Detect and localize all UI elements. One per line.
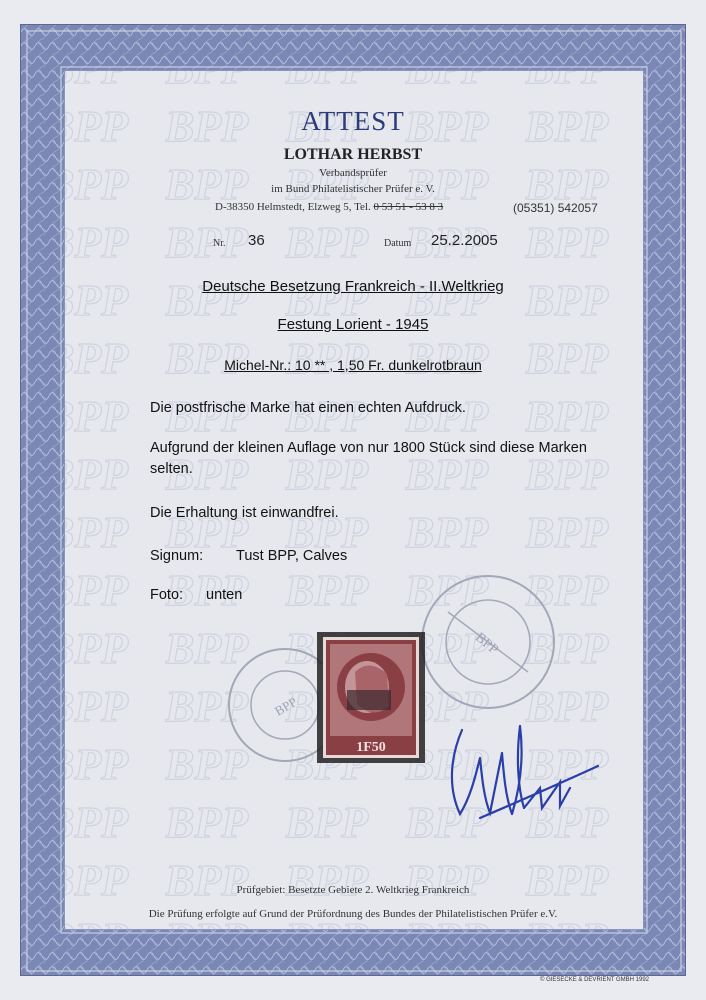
copyright-notice: © GIESECKE & DEVRIENT GMBH 1992 [540, 977, 650, 983]
svg-text:1F50: 1F50 [356, 740, 386, 755]
svg-text:BPP: BPP [271, 694, 300, 719]
paragraph-1: Die postfrische Marke hat einen echten Aufdruck. [150, 400, 466, 416]
examiner-address [215, 201, 443, 213]
old-phone-struck: 0 53 51 - 53 8 3 [373, 201, 444, 213]
svg-text:BPP: BPP [472, 630, 501, 658]
examiner-association: im Bund Philatelistischer Prüfer e. V. [271, 183, 435, 195]
signum-label: Signum: [150, 548, 204, 564]
date-label: Datum [384, 238, 412, 249]
number-value: 36 [248, 232, 265, 249]
subject-line-2: Festung Lorient - 1945 [277, 316, 429, 333]
foto-value: unten [206, 587, 243, 603]
paragraph-2-line-2: selten. [150, 461, 193, 477]
examiner-name: LOTHAR HERBST [283, 146, 423, 163]
examiner-role: Verbandsprüfer [319, 167, 387, 179]
certificate-title: ATTEST [301, 106, 405, 136]
examiner-signature [420, 718, 600, 833]
postage-stamp-image [317, 632, 425, 763]
paragraph-3: Die Erhaltung ist einwandfrei. [150, 505, 339, 521]
paragraph-2-line-1: Aufgrund der kleinen Auflage von nur 1800 Stück sind diese Marken [150, 440, 587, 456]
examiner-phone: (05351) 542057 [513, 201, 598, 215]
bpp-seal-right [418, 572, 558, 712]
date-value: 25.2.2005 [431, 232, 498, 249]
footer-line-2: Die Prüfung erfolgte auf Grund der Prüfordnung des Bundes der Philatelistischen Prüfer e.V. [148, 908, 558, 920]
signum-value: Tust BPP, Calves [236, 548, 348, 564]
footer-line-1: Prüfgebiet: Besetzte Gebiete 2. Weltkrieg Frankreich [236, 884, 470, 896]
subject-line-1: Deutsche Besetzung Frankreich - II.Weltkrieg [202, 278, 504, 295]
number-label: Nr. [213, 238, 226, 249]
address-text: D-38350 Helmstedt, Elzweg 5, Tel. [215, 201, 371, 213]
subject-line-3: Michel-Nr.: 10 ** , 1,50 Fr. dunkelrotbraun [224, 357, 482, 373]
foto-label: Foto: [150, 587, 184, 603]
